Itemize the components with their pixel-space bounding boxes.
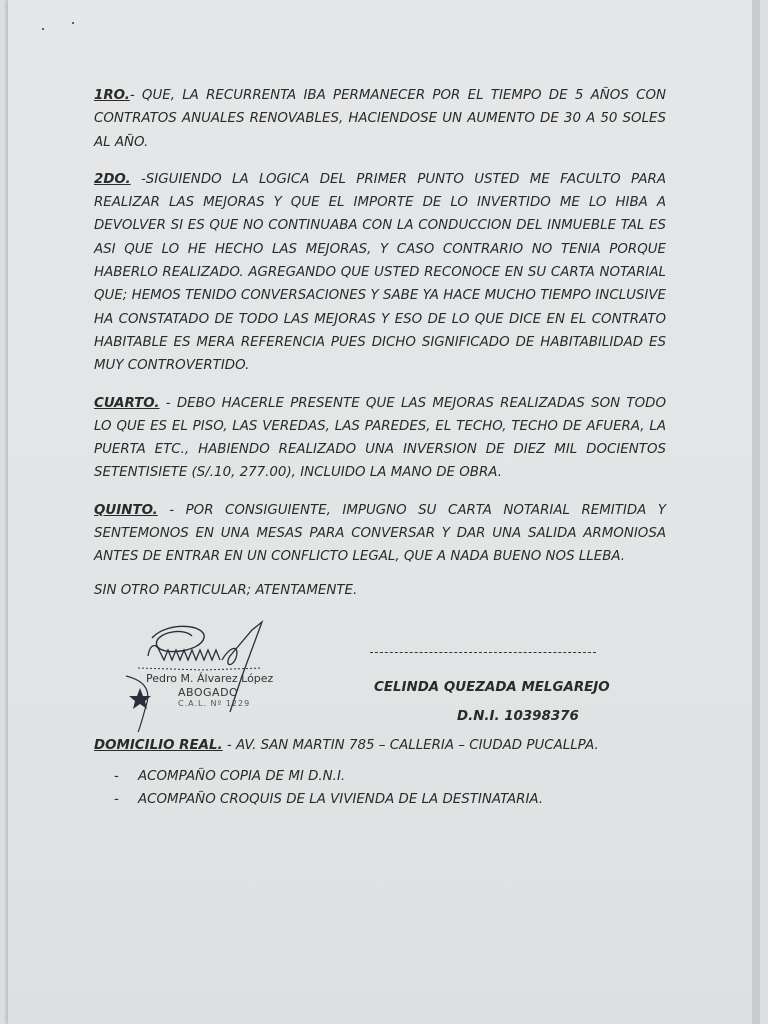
bullet-dash: - [114, 769, 119, 785]
domicilio-label: DOMICILIO REAL. [94, 737, 223, 753]
signature-block [94, 616, 666, 734]
list-item [114, 788, 666, 811]
paragraph-text: - QUE, LA RECURRENTA IBA PERMANECER POR EL TIEMPO DE 5 AÑOS CON CONTRATOS ANUALES RENOVABLES, HACIENDOSE UN AUMENTO DE 30 A 50 SOLES AL AÑO. [94, 88, 666, 150]
signer-dni: D.N.I. 10398376 [457, 708, 579, 724]
paragraph-text: - POR CONSIGUIENTE, IMPUGNO SU CARTA NOTARIAL REMITIDA Y SENTEMONOS EN UNA MESAS PARA CONVERSAR Y DAR UNA SALIDA ARMONIOSA ANTES DE ENTRAR EN UN CONFLICTO LEGAL, QUE A NADA BUENO NOS LLEBA. [94, 502, 666, 565]
paragraph-1ro [94, 84, 666, 154]
paragraph-text: -SIGUIENDO LA LOGICA DEL PRIMER PUNTO USTED ME FACULTO PARA REALIZAR LAS MEJORAS Y QUE EL IMPORTE DE LO INVERTIDO ME LO HIBA A DEVOLVER SI ES QUE NO CONTINUABA CON LA CONDUCCION DEL INMUEBLE TAL ES ASI QUE LO HE HECHO LAS MEJORAS, Y CASO CONTRARIO NO TENIA PORQUE HABERLO REALIZADO. AGREGANDO QUE USTED RECONOCE EN SU CARTA NOTARIAL QUE; HEMOS TENIDO CONVERSACIONES Y SABE YA HACE MUCHO TIEMPO INCLUSIVE HA CONSTATADO DE TODO LAS MEJORAS Y ESO DE LO QUE DICE EN EL CONTRATO HABITABLE ES MERA REFERENCIA PUES DICHO SIGNIFICADO DE HABITABILIDAD ES MUY CONTROVERTIDO. [94, 171, 666, 374]
signer-name: CELINDA QUEZADA MELGAREJO [374, 679, 610, 695]
paragraph-label: 1RO. [94, 88, 130, 103]
speck-mark [42, 28, 44, 30]
paragraph-label: QUINTO. [94, 502, 158, 518]
stamp-lawyer-title: ABOGADO [178, 685, 239, 699]
paragraph-cuarto [94, 392, 666, 485]
attachment-text: ACOMPAÑO COPIA DE MI D.N.I. [138, 769, 346, 785]
paragraph-label: CUARTO. [94, 395, 160, 411]
signature-line [370, 652, 596, 653]
closing-line: SIN OTRO PARTICULAR; ATENTAMENTE. [94, 582, 358, 598]
attachment-text: ACOMPAÑO CROQUIS DE LA VIVIENDA DE LA DESTINATARIA. [138, 792, 544, 808]
stamp-lawyer-name: Pedro M. Álvarez López [146, 671, 274, 685]
letter-body [94, 84, 666, 811]
domicilio-line [94, 734, 666, 757]
bullet-dash: - [114, 792, 119, 808]
stamp-registration: C.A.L. Nº 1229 [178, 698, 251, 708]
attachments-list [94, 765, 666, 811]
paragraph-2do [94, 168, 666, 378]
list-item [114, 765, 666, 788]
paragraph-label: 2DO. [94, 171, 131, 187]
paragraph-text: - DEBO HACERLE PRESENTE QUE LAS MEJORAS REALIZADAS SON TODO LO QUE ES EL PISO, LAS VEREDAS, LAS PAREDES, EL TECHO, TECHO DE AFUERA, LA PUERTA ETC., HABIENDO REALIZADO UNA INVERSION DE DIEZ MIL DOCIENTOS SETENTISIETE (S/.10, 277.00), INCLUIDO LA MANO DE OBRA. [94, 395, 666, 481]
domicilio-text: - AV. SAN MARTIN 785 – CALLERIA – CIUDAD PUCALLPA. [222, 737, 599, 753]
paragraph-quinto [94, 499, 666, 569]
page-edge [752, 0, 760, 1024]
speck-mark [72, 22, 74, 24]
